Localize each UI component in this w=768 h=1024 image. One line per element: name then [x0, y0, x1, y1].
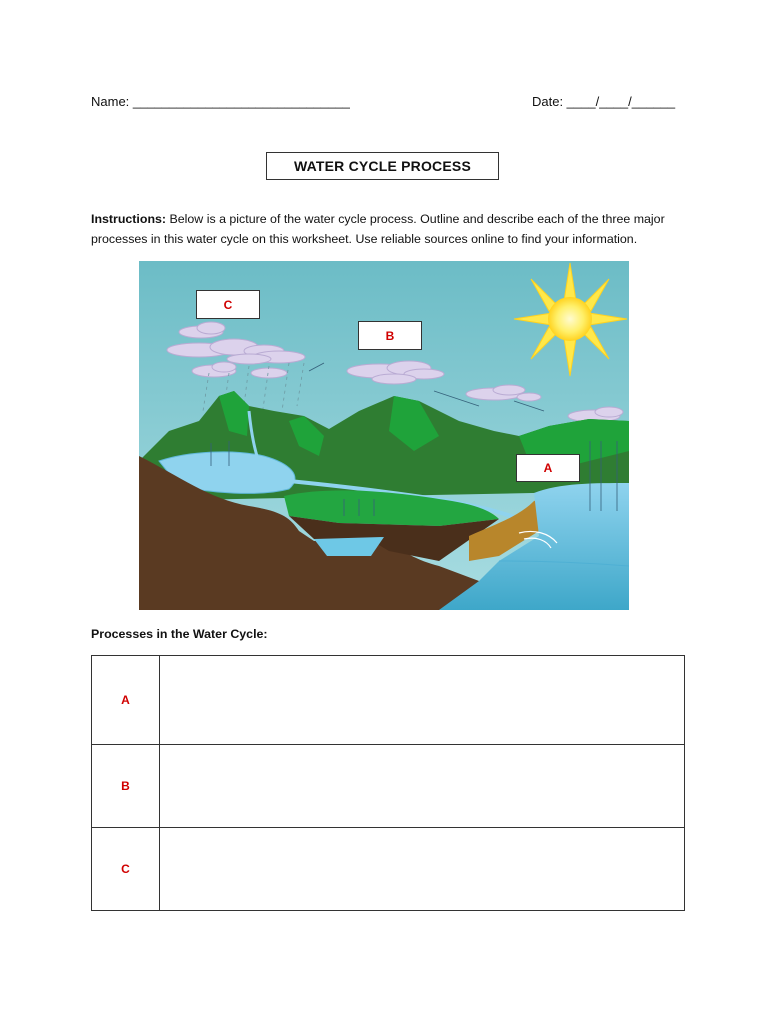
diagram-label-a: A: [516, 454, 580, 482]
row-label-b: B: [92, 745, 160, 828]
instructions-paragraph: [91, 209, 691, 249]
answer-cell-c[interactable]: [160, 828, 685, 911]
instructions-lead: Instructions:: [91, 212, 167, 226]
water-cycle-diagram: [139, 261, 629, 610]
worksheet-title: WATER CYCLE PROCESS: [266, 152, 499, 180]
table-row: [92, 828, 685, 911]
date-field-line[interactable]: Date: ____/____/______: [532, 94, 676, 109]
row-label-c: C: [92, 828, 160, 911]
table-row: [92, 745, 685, 828]
answer-cell-a[interactable]: [160, 656, 685, 745]
row-label-a: A: [92, 656, 160, 745]
instructions-text: Below is a picture of the water cycle process. Outline and describe each of the three major processes in this water cycle on this worksheet. Use reliable sources online to find your information.: [91, 212, 665, 246]
table-row: [92, 656, 685, 745]
diagram-label-b: B: [358, 321, 422, 350]
processes-table: [91, 655, 685, 911]
processes-heading: Processes in the Water Cycle:: [91, 627, 268, 641]
name-field-line[interactable]: Name: ______________________________: [91, 94, 350, 109]
cloud-icon: [251, 368, 287, 378]
answer-cell-b[interactable]: [160, 745, 685, 828]
diagram-label-c: C: [196, 290, 260, 319]
